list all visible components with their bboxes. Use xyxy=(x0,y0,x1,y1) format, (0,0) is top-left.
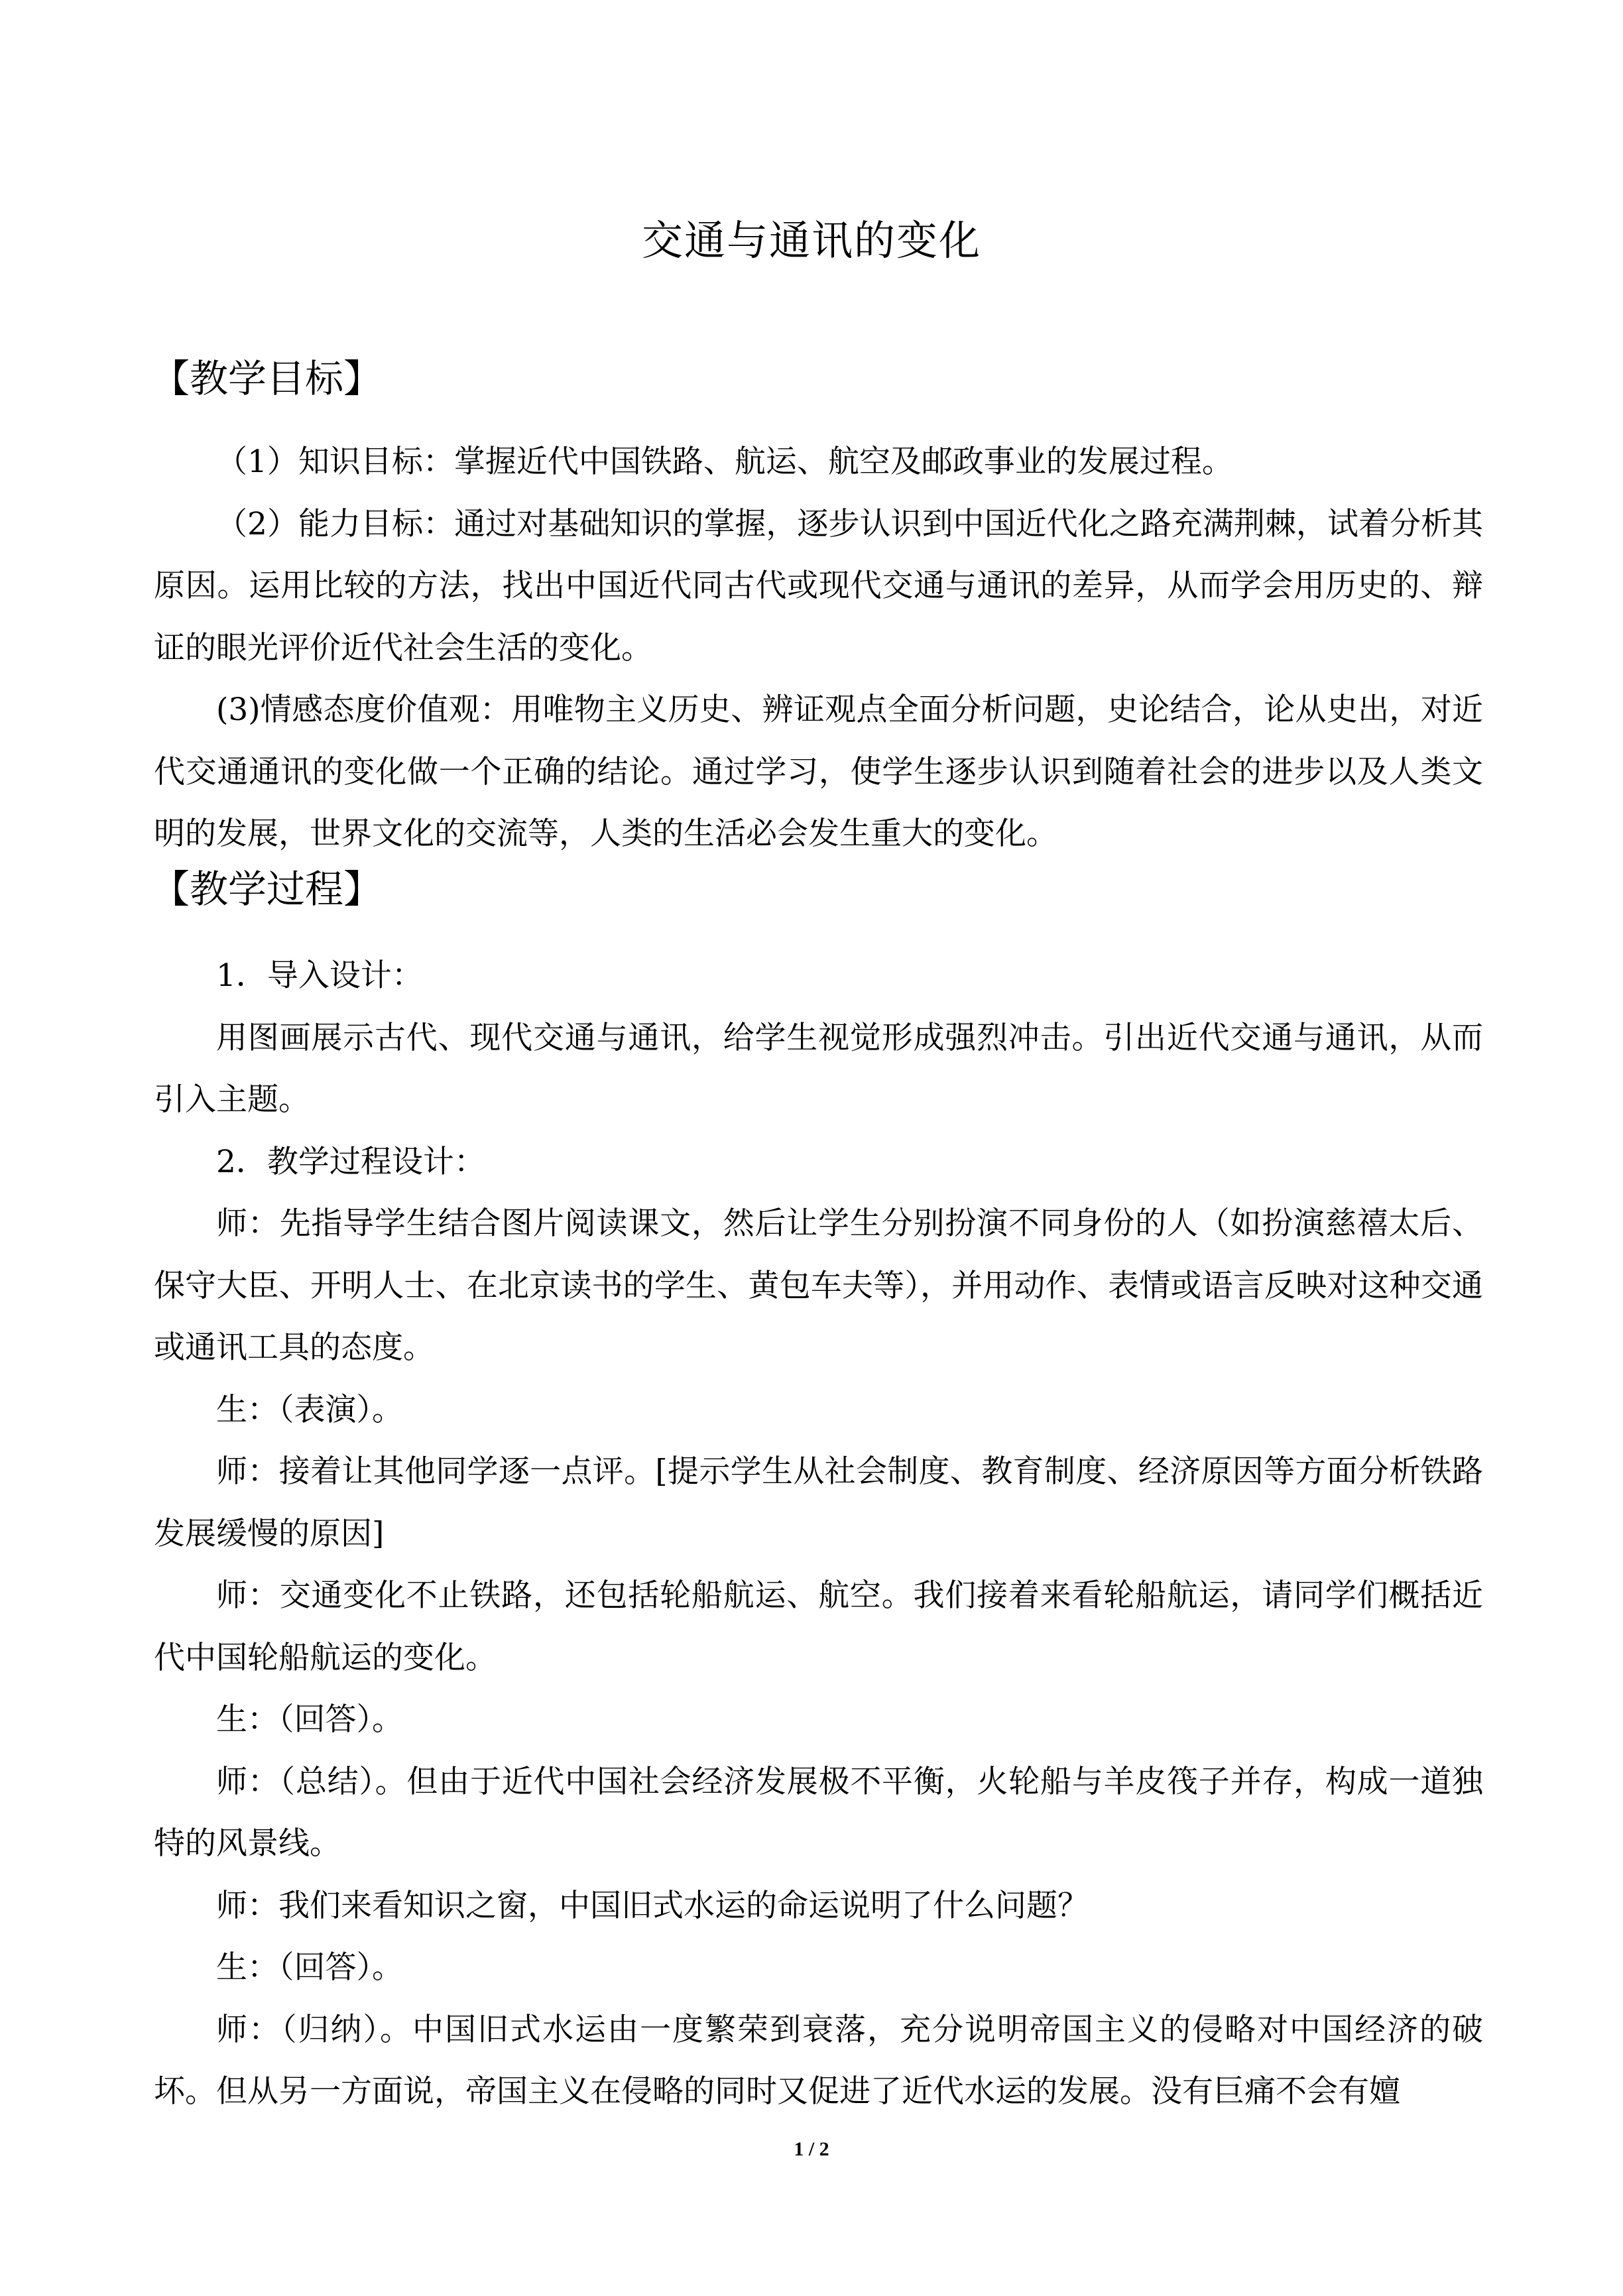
objective-paragraph-values: (3)情感态度价值观：用唯物主义历史、辨证观点全面分析问题，史论结合，论从史出，对近代交通通讯的变化做一个正确的结论。通过学习，使学生逐步认识到随着社会的进步以及人类文明的发展，世界文化的交流等，人类的生活必会发生重大的变化。 xyxy=(154,692,1483,852)
process-paragraph-teacher-3: 师：交通变化不止铁路，还包括轮船航运、航空。我们接着来看轮船航运，请同学们概括近代中国轮船航运的变化。 xyxy=(154,1577,1483,1676)
page-number: 1 / 2 xyxy=(794,2138,829,2160)
objective-paragraph-ability: （2）能力目标：通过对基础知识的掌握，逐步认识到中国近代化之路充满荆棘，试着分析其原因。运用比较的方法，找出中国近代同古代或现代交通与通讯的差异，从而学会用历史的、辩证的眼光评价近代社会生活的变化。 xyxy=(154,505,1483,666)
process-paragraph-student-3: 生：（回答）。 xyxy=(216,1949,403,1986)
process-paragraph-teacher-4: 师：（总结）。但由于近代中国社会经济发展极不平衡，火轮船与羊皮筏子并存，构成一道独特的风景线。 xyxy=(154,1763,1483,1862)
objective-paragraph-knowledge: （1）知识目标：掌握近代中国铁路、航运、航空及邮政事业的发展过程。 xyxy=(216,444,1233,480)
section-heading-teaching-objectives: 【教学目标】 xyxy=(151,356,383,401)
section-heading-teaching-process: 【教学过程】 xyxy=(151,867,383,912)
process-paragraph-teacher-6: 师：（归纳）。中国旧式水运由一度繁荣到衰落，充分说明帝国主义的侵略对中国经济的破坏。但从另一方面说，帝国主义在侵略的同时又促进了近代水运的发展。没有巨痛不会有嬗 xyxy=(154,2011,1483,2110)
process-paragraph-student-1: 生：（表演）。 xyxy=(216,1391,403,1428)
process-paragraph-teacher-5: 师：我们来看知识之窗，中国旧式水运的命运说明了什么问题？ xyxy=(216,1887,1089,1924)
document-title: 交通与通讯的变化 xyxy=(641,216,981,265)
teaching-objectives-body xyxy=(154,431,1483,865)
process-paragraph-student-2: 生：（回答）。 xyxy=(216,1701,403,1738)
teaching-process-body xyxy=(154,945,1483,2123)
process-paragraph-intro-design: 用图画展示古代、现代交通与通讯，给学生视觉形成强烈冲击。引出近代交通与通讯，从而引入主题。 xyxy=(154,1019,1483,1118)
process-paragraph-intro-heading: 1．导入设计： xyxy=(216,957,423,994)
process-paragraph-process-heading: 2．教学过程设计： xyxy=(216,1143,485,1180)
process-paragraph-teacher-2: 师：接着让其他同学逐一点评。[提示学生从社会制度、教育制度、经济原因等方面分析铁路发展缓慢的原因] xyxy=(154,1453,1483,1552)
process-paragraph-teacher-1: 师：先指导学生结合图片阅读课文，然后让学生分别扮演不同身份的人（如扮演慈禧太后、保守大臣、开明人士、在北京读书的学生、黄包车夫等），并用动作、表情或语言反映对这种交通或通讯工具的态度。 xyxy=(154,1205,1483,1366)
